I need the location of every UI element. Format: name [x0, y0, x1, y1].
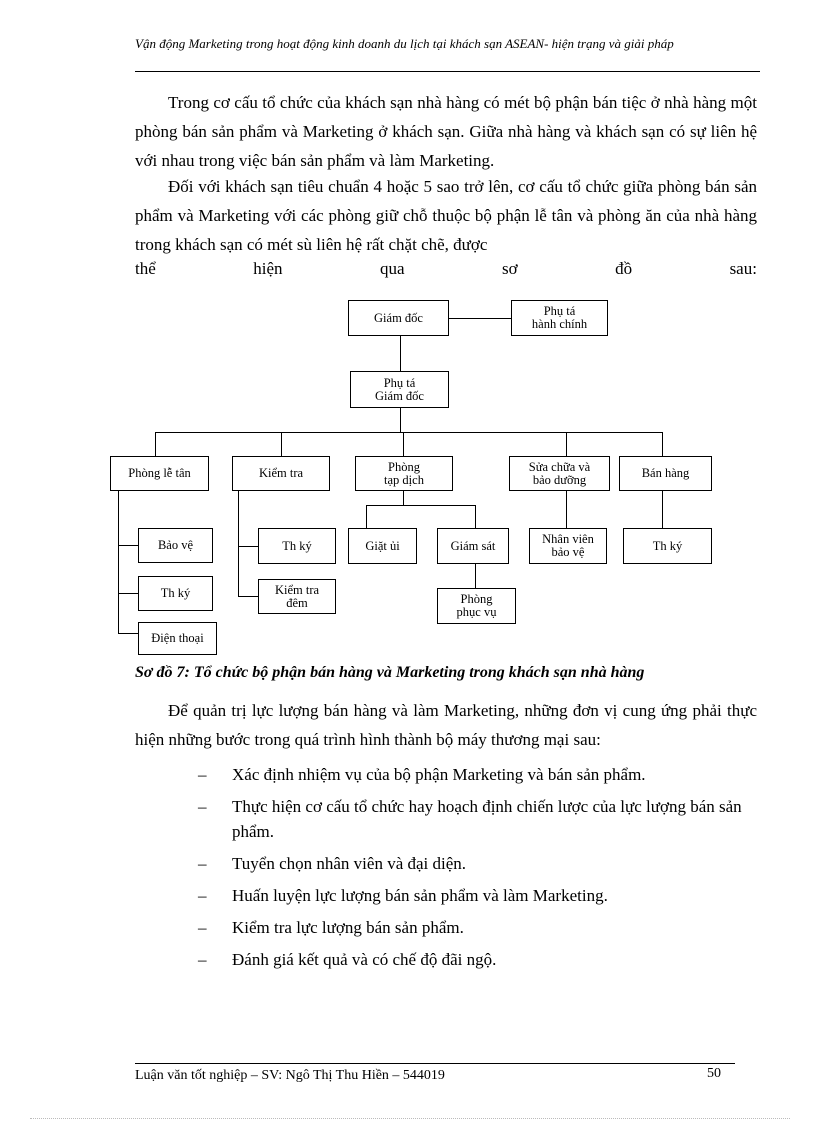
list-item: – Xác định nhiệm vụ của bộ phận Marketing và bán sản phẩm.	[198, 762, 758, 787]
connector-line	[400, 408, 401, 432]
box-giat-ui: Giặt ủi	[348, 528, 417, 564]
connector-line	[366, 505, 475, 506]
dash-bullet: –	[198, 797, 207, 816]
box-giam-sat: Giám sát	[437, 528, 509, 564]
footer-rule	[135, 1063, 735, 1064]
box-thu-ky: Th ký	[258, 528, 336, 564]
connector-line	[238, 491, 239, 597]
connector-line	[366, 505, 367, 528]
page-edge	[30, 1118, 790, 1119]
paragraph-3: Để quản trị lực lượng bán hàng và làm Marketing, những đơn vị cung ứng phải thực hiện những bước trong quá trình hình thành bộ máy thương mại sau:	[135, 701, 757, 749]
word: sau:	[729, 259, 757, 278]
list-item: – Huấn luyện lực lượng bán sản phẩm và làm Marketing.	[198, 883, 758, 908]
paragraph-1: Trong cơ cấu tổ chức của khách sạn nhà hàng có mét bộ phận bán tiệc ở nhà hàng một phòng bán sản phẩm và Marketing ở khách sạn. Giữa nhà hàng và khách sạn có sự liên hệ với nhau trong việc bán sản phẩm và làm Marketing.	[135, 93, 757, 170]
footer-text: Luận văn tốt nghiệp – SV: Ngô Thị Thu Hiền – 544019	[135, 1068, 445, 1083]
box-phong-tap-dich: Phòng tạp dịch	[355, 456, 453, 491]
word: hiện	[253, 259, 283, 278]
list-item: – Tuyển chọn nhân viên và đại diện.	[198, 851, 758, 876]
word: đồ	[615, 259, 633, 278]
box-thu-ky: Th ký	[138, 576, 213, 611]
connector-line	[566, 432, 567, 456]
list-item: – Thực hiện cơ cấu tổ chức hay hoạch định chiến lược của lực lượng bán sản phẩm.	[198, 794, 758, 844]
connector-line	[281, 432, 282, 456]
word: qua	[380, 259, 405, 278]
box-nhan-vien-bao-ve: Nhân viên bảo vệ	[529, 528, 607, 564]
box-phong-le-tan: Phòng lễ tân	[110, 456, 209, 491]
running-header: Vận động Marketing trong hoạt động kinh doanh du lịch tại khách sạn ASEAN- hiện trạng và giải pháp	[135, 36, 674, 51]
box-kiem-tra: Kiểm tra	[232, 456, 330, 491]
list-item: – Đánh giá kết quả và có chế độ đãi ngộ.	[198, 947, 758, 972]
connector-line	[118, 633, 138, 634]
dash-bullet: –	[198, 765, 207, 784]
word: thể	[135, 259, 156, 278]
box-phu-ta-giam-doc: Phụ tá Giám đốc	[350, 371, 449, 408]
box-kiem-tra-dem: Kiểm tra đêm	[258, 579, 336, 614]
box-phu-ta-hanh-chinh: Phụ tá hành chính	[511, 300, 608, 336]
list-item: – Kiểm tra lực lượng bán sản phẩm.	[198, 915, 758, 940]
connector-line	[566, 491, 567, 528]
box-sua-chua-bao-duong: Sửa chữa và bảo dưỡng	[509, 456, 610, 491]
word: sơ	[502, 259, 518, 278]
box-bao-ve: Bảo vệ	[138, 528, 213, 563]
box-phong-phuc-vu: Phòng phục vụ	[437, 588, 516, 624]
dash-bullet: –	[198, 854, 207, 873]
dash-bullet: –	[198, 886, 207, 905]
connector-line	[662, 432, 663, 456]
connector-line	[662, 491, 663, 528]
connector-line	[400, 336, 401, 371]
connector-line	[475, 564, 476, 588]
dash-bullet: –	[198, 918, 207, 937]
connector-line	[118, 545, 138, 546]
connector-line	[403, 491, 404, 505]
connector-line	[238, 596, 258, 597]
connector-line	[118, 491, 119, 633]
dash-bullet: –	[198, 950, 207, 969]
connector-line	[155, 432, 156, 456]
paragraph-2: Đối với khách sạn tiêu chuẩn 4 hoặc 5 sao trở lên, cơ cấu tổ chức giữa phòng bán sản phẩm và Marketing với các phòng giữ chỗ thuộc bộ phận lễ tân và phòng ăn của nhà hàng trong khách sạn có mét sù liên hệ rất chặt chẽ, được	[135, 177, 757, 254]
connector-line	[475, 505, 476, 528]
connector-line	[403, 432, 404, 456]
page-number: 50	[707, 1066, 721, 1081]
bullet-list	[198, 762, 758, 979]
figure-caption: Sơ đồ 7: Tổ chức bộ phận bán hàng và Marketing trong khách sạn nhà hàng	[135, 664, 645, 681]
connector-line	[155, 432, 662, 433]
box-thu-ky: Th ký	[623, 528, 712, 564]
box-ban-hang: Bán hàng	[619, 456, 712, 491]
connector-line	[449, 318, 511, 319]
connector-line	[118, 593, 138, 594]
connector-line	[238, 546, 258, 547]
box-giam-doc: Giám đốc	[348, 300, 449, 336]
box-dien-thoai: Điện thoại	[138, 622, 217, 655]
